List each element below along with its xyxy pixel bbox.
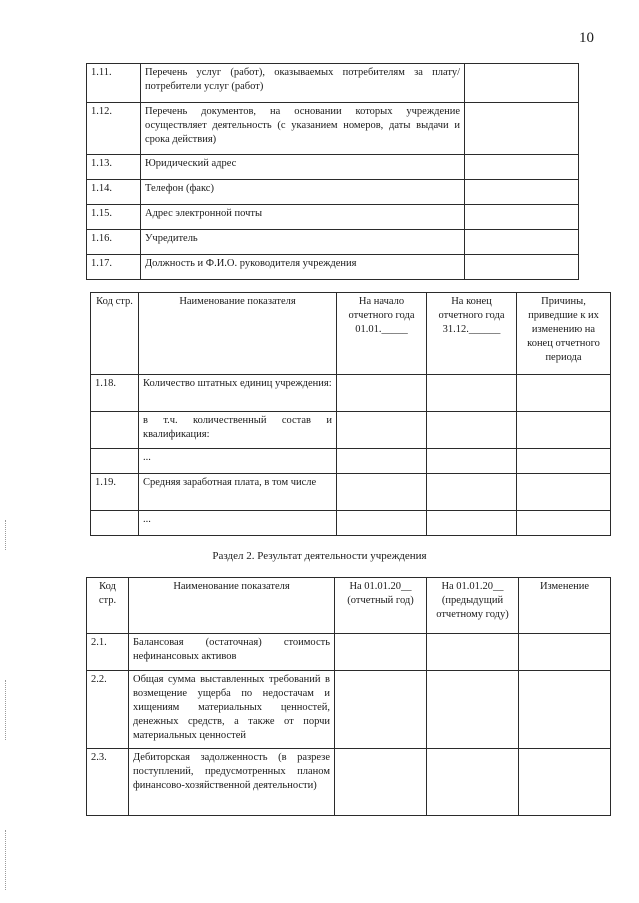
header-year-end: На конец отчетного года 31.12.______	[427, 293, 517, 375]
table-row	[87, 180, 579, 205]
table-row	[87, 103, 579, 155]
row-text: Средняя заработная плата, в том числе	[139, 474, 337, 511]
value-cell[interactable]	[465, 205, 579, 230]
table-row	[87, 255, 579, 280]
row-text: в т.ч. количественный состав и квалификация:	[139, 412, 337, 449]
scan-mark	[5, 830, 6, 890]
table-activity-results	[86, 577, 611, 816]
row-code: 1.18.	[91, 375, 139, 412]
row-code: 1.12.	[87, 103, 141, 155]
value-cell[interactable]	[517, 474, 611, 511]
row-text: Должность и Ф.И.О. руководителя учреждения	[141, 255, 465, 280]
table-row	[87, 230, 579, 255]
row-text: Дебиторская задолженность (в разрезе поступлений, предусмотренных планом финансово-хозяйственной деятельности)	[129, 749, 335, 816]
value-cell[interactable]	[427, 474, 517, 511]
scan-mark	[5, 520, 6, 550]
row-text: Телефон (факс)	[141, 180, 465, 205]
table-row	[87, 671, 611, 749]
value-cell[interactable]	[465, 64, 579, 103]
table-row	[91, 474, 611, 511]
table-staff-indicators	[90, 292, 611, 536]
row-text: Количество штатных единиц учреждения:	[139, 375, 337, 412]
value-cell[interactable]	[427, 375, 517, 412]
value-cell[interactable]	[465, 180, 579, 205]
row-text: Перечень услуг (работ), оказываемых потребителям за плату/потребители услуг (работ)	[141, 64, 465, 103]
value-cell[interactable]	[337, 511, 427, 536]
table-header-row	[87, 578, 611, 634]
header-year-start: На начало отчетного года 01.01._____	[337, 293, 427, 375]
value-cell[interactable]	[519, 671, 611, 749]
row-text: Учредитель	[141, 230, 465, 255]
page-number: 10	[579, 30, 594, 46]
row-code: 2.2.	[87, 671, 129, 749]
row-code: 2.1.	[87, 634, 129, 671]
header-previous-year: На 01.01.20__ (предыдущий отчетному году)	[427, 578, 519, 634]
header-reasons: Причины, приведшие к их изменению на конец отчетного периода	[517, 293, 611, 375]
value-cell[interactable]	[427, 412, 517, 449]
table-organization-info	[86, 63, 579, 280]
value-cell[interactable]	[427, 449, 517, 474]
row-text: Перечень документов, на основании которых учреждение осуществляет деятельность (с указанием номеров, даты выдачи и срока действия)	[141, 103, 465, 155]
value-cell[interactable]	[337, 474, 427, 511]
header-code: Код стр.	[91, 293, 139, 375]
value-cell[interactable]	[517, 412, 611, 449]
row-code: 1.11.	[87, 64, 141, 103]
row-code: 1.17.	[87, 255, 141, 280]
header-reporting-year: На 01.01.20__ (отчетный год)	[335, 578, 427, 634]
table-row	[87, 64, 579, 103]
value-cell[interactable]	[335, 671, 427, 749]
table-row	[91, 375, 611, 412]
value-cell[interactable]	[335, 634, 427, 671]
value-cell[interactable]	[519, 749, 611, 816]
value-cell[interactable]	[427, 671, 519, 749]
scan-mark	[5, 680, 6, 740]
value-cell[interactable]	[335, 749, 427, 816]
row-code	[91, 511, 139, 536]
row-text: Адрес электронной почты	[141, 205, 465, 230]
row-text: Балансовая (остаточная) стоимость нефинансовых активов	[129, 634, 335, 671]
header-indicator: Наименование показателя	[129, 578, 335, 634]
value-cell[interactable]	[465, 255, 579, 280]
header-code: Код стр.	[87, 578, 129, 634]
table-row	[87, 155, 579, 180]
value-cell[interactable]	[465, 230, 579, 255]
table-row	[87, 205, 579, 230]
header-change: Изменение	[519, 578, 611, 634]
value-cell[interactable]	[519, 634, 611, 671]
row-text: Юридический адрес	[141, 155, 465, 180]
table-row	[87, 634, 611, 671]
value-cell[interactable]	[427, 511, 517, 536]
row-code: 1.14.	[87, 180, 141, 205]
value-cell[interactable]	[517, 375, 611, 412]
row-code: 2.3.	[87, 749, 129, 816]
value-cell[interactable]	[337, 412, 427, 449]
section-title: Раздел 2. Результат деятельности учреждения	[212, 550, 427, 562]
value-cell[interactable]	[465, 155, 579, 180]
table-row	[91, 449, 611, 474]
row-code	[91, 412, 139, 449]
row-text: Общая сумма выставленных требований в возмещение ущерба по недостачам и хищениям материальных ценностей, денежных средств, а также от порчи материальных ценностей	[129, 671, 335, 749]
table-row	[87, 749, 611, 816]
row-text: ...	[139, 449, 337, 474]
value-cell[interactable]	[427, 634, 519, 671]
value-cell[interactable]	[337, 375, 427, 412]
value-cell[interactable]	[517, 511, 611, 536]
value-cell[interactable]	[517, 449, 611, 474]
table-row	[91, 511, 611, 536]
table-row	[91, 412, 611, 449]
header-indicator: Наименование показателя	[139, 293, 337, 375]
row-text: ...	[139, 511, 337, 536]
row-code: 1.13.	[87, 155, 141, 180]
table-header-row	[91, 293, 611, 375]
row-code: 1.15.	[87, 205, 141, 230]
value-cell[interactable]	[337, 449, 427, 474]
value-cell[interactable]	[465, 103, 579, 155]
value-cell[interactable]	[427, 749, 519, 816]
row-code	[91, 449, 139, 474]
row-code: 1.16.	[87, 230, 141, 255]
row-code: 1.19.	[91, 474, 139, 511]
